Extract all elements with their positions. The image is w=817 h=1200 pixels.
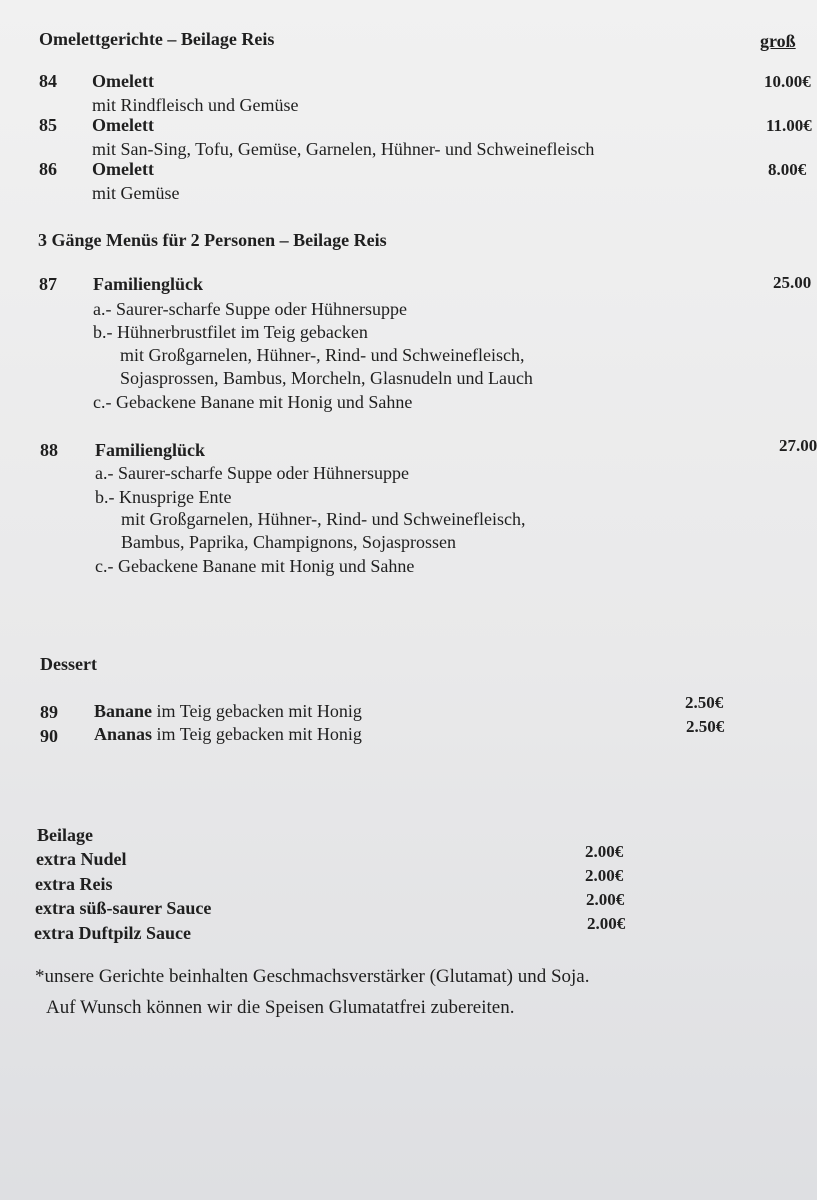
item-price: 27.00 (779, 436, 817, 455)
item-price: 2.50€ (686, 717, 725, 736)
menus-heading: 3 Gänge Menüs für 2 Personen – Beilage Reis (38, 230, 387, 250)
item-description: mit San-Sing, Tofu, Gemüse, Garnelen, Hühner- und Schweinefleisch (92, 139, 595, 159)
menu-course-line: b.- Hühnerbrustfilet im Teig gebacken (93, 322, 368, 342)
item-name: Omelett (92, 71, 154, 91)
item-name: Familienglück (95, 440, 206, 460)
omelett-heading: Omelettgerichte – Beilage Reis (39, 29, 275, 49)
side-item-price: 2.00€ (586, 890, 625, 909)
menu-course-line: c.- Gebackene Banane mit Honig und Sahne (95, 556, 415, 576)
menu-course-line: a.- Saurer-scharfe Suppe oder Hühnersuppe (95, 463, 410, 483)
item-price: 11.00€ (766, 116, 812, 135)
menu-course-line: a.- Saurer-scharfe Suppe oder Hühnersuppe (93, 299, 408, 319)
item-price: 25.00 (773, 273, 812, 292)
menu-course-line: mit Großgarnelen, Hühner-, Rind- und Schweinefleisch, (120, 345, 525, 365)
item-name: Omelett (92, 115, 154, 135)
item-price: 8.00€ (768, 160, 807, 179)
menu-course-line: mit Großgarnelen, Hühner-, Rind- und Schweinefleisch, (121, 509, 526, 529)
footnote-line: *unsere Gerichte beinhalten Geschmachsverstärker (Glutamat) und Soja. (35, 966, 590, 987)
footnote-line: Auf Wunsch können wir die Speisen Glumatatfrei zubereiten. (46, 997, 515, 1018)
item-description: mit Gemüse (92, 183, 180, 203)
side-item-name: extra Duftpilz Sauce (34, 923, 191, 943)
item-number: 88 (40, 440, 58, 460)
item-price: 10.00€ (764, 72, 811, 91)
side-item-price: 2.00€ (585, 842, 624, 861)
item-number: 89 (40, 702, 58, 722)
item-number: 90 (40, 726, 58, 746)
menu-course-line: Bambus, Paprika, Champignons, Sojasprossen (121, 532, 456, 552)
item-name: Banane (94, 701, 153, 721)
side-item-price: 2.00€ (585, 866, 624, 885)
size-label: groß (760, 31, 796, 51)
item-line (94, 724, 362, 745)
menu-course-line: Sojasprossen, Bambus, Morcheln, Glasnudeln und Lauch (120, 368, 533, 388)
dessert-heading: Dessert (40, 654, 97, 674)
item-description: im Teig gebacken mit Honig (156, 724, 362, 744)
item-name: Omelett (92, 159, 154, 179)
item-name: Ananas (94, 724, 153, 744)
item-description: im Teig gebacken mit Honig (156, 701, 362, 721)
item-number: 87 (39, 274, 57, 294)
menu-course-line: c.- Gebackene Banane mit Honig und Sahne (93, 392, 413, 412)
side-item-price: 2.00€ (587, 914, 626, 933)
item-number: 84 (39, 71, 57, 91)
item-name: Familienglück (93, 274, 204, 294)
side-item-name: extra Nudel (36, 849, 127, 869)
menu-course-line: b.- Knusprige Ente (95, 487, 232, 507)
beilage-heading: Beilage (37, 825, 93, 845)
item-line (94, 701, 362, 722)
side-item-name: extra süß-saurer Sauce (35, 898, 212, 918)
item-description: mit Rindfleisch und Gemüse (92, 95, 299, 115)
item-number: 85 (39, 115, 57, 135)
item-price: 2.50€ (685, 693, 724, 712)
item-number: 86 (39, 159, 57, 179)
side-item-name: extra Reis (35, 874, 113, 894)
